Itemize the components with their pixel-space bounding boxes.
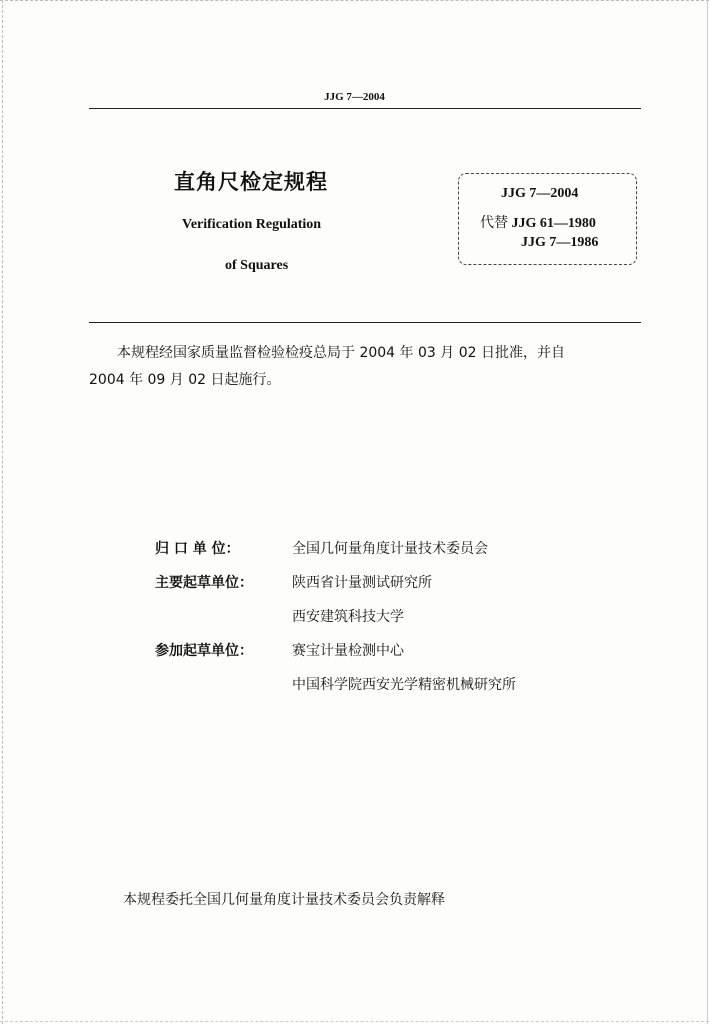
scan-left-edge xyxy=(2,0,3,1024)
unit-value: 赛宝计量检测中心 xyxy=(292,643,404,659)
scan-right-edge xyxy=(707,0,708,1024)
unit-value: 西安建筑科技大学 xyxy=(292,609,404,625)
title-english-line1: Verification Regulation xyxy=(182,217,322,232)
approval-line-2: 2004 年 09 月 02 日起施行。 xyxy=(89,372,281,388)
title-chinese: 直角尺检定规程 xyxy=(174,170,328,194)
approval-line-1: 本规程经国家质量监督检验检疫总局于 2004 年 03 月 02 日批准，并自 xyxy=(117,345,565,361)
unit-label: 参加起草单位： xyxy=(155,643,253,659)
replaces-code-1: JJG 61—1980 xyxy=(511,216,596,231)
replaces-line xyxy=(480,212,596,232)
unit-label: 主要起草单位： xyxy=(155,575,253,591)
title-english-line2: of Squares xyxy=(225,258,289,273)
standard-code: JJG 7—2004 xyxy=(501,186,579,201)
section-rule xyxy=(89,322,641,323)
interpretation-note: 本规程委托全国几何量角度计量技术委员会负责解释 xyxy=(123,892,445,908)
unit-value: 中国科学院西安光学精密机械研究所 xyxy=(292,677,516,693)
running-head: JJG 7—2004 xyxy=(324,91,385,103)
header-rule xyxy=(89,108,641,109)
standard-code-box xyxy=(458,173,637,265)
scan-top-edge xyxy=(0,0,709,4)
unit-label: 归 口 单 位： xyxy=(155,541,240,557)
unit-value: 陕西省计量测试研究所 xyxy=(292,575,432,591)
unit-value: 全国几何量角度计量技术委员会 xyxy=(292,541,488,557)
replaces-code-2: JJG 7—1986 xyxy=(521,235,599,250)
replaces-label: 代替 xyxy=(480,215,508,231)
scan-bottom-edge xyxy=(0,1021,709,1022)
approval-statement xyxy=(89,340,641,394)
